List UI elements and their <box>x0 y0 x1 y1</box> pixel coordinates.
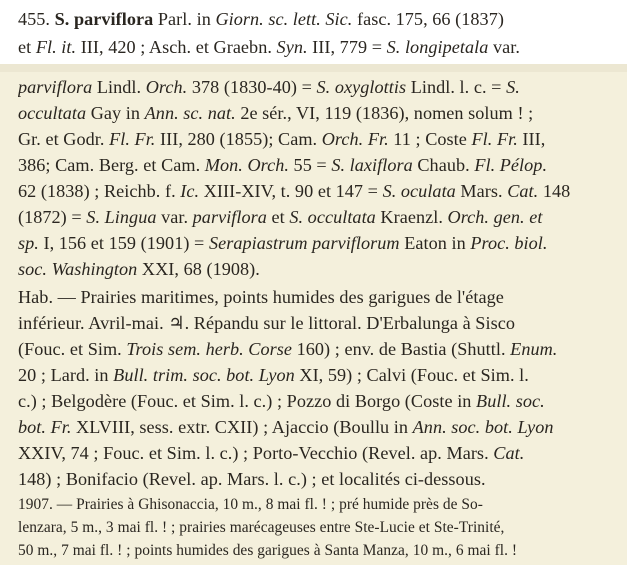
text-run: III, 280 (1855); Cam. <box>155 129 322 149</box>
text-run: Gay in <box>86 103 145 123</box>
italic-text: Enum. <box>510 339 558 359</box>
italic-text: S. longipetala <box>386 37 489 57</box>
text-run: Chaub. <box>412 155 475 175</box>
italic-text: Fl. Fr. <box>109 129 156 149</box>
text-run: 62 (1838) ; Reichb. f. <box>18 181 181 201</box>
entry-line <box>18 230 617 256</box>
text-run: et <box>18 37 36 57</box>
text-run: 378 (1830-40) = <box>187 77 317 97</box>
record-line <box>18 494 617 516</box>
text-run: 455. <box>18 9 55 29</box>
italic-text: S. occultata <box>289 207 376 227</box>
text-run: (1872) = <box>18 207 87 227</box>
italic-text: Fl. it. <box>35 37 77 57</box>
habitat-line <box>18 336 617 362</box>
text-run: XLVIII, sess. extr. CXII) ; Ajaccio (Boullu in <box>71 417 413 437</box>
italic-text: Cat. <box>493 443 525 463</box>
entry-line <box>18 178 617 204</box>
italic-text: Serapiastrum parviflorum <box>208 233 400 253</box>
italic-text: S. <box>506 77 520 97</box>
text-run: var. <box>156 207 193 227</box>
italic-text: Orch. Fr. <box>321 129 389 149</box>
italic-text: Trois sem. herb. Corse <box>126 339 293 359</box>
text-run: var. <box>488 37 520 57</box>
scan-divider <box>0 64 627 72</box>
text-run: Lindl. <box>92 77 146 97</box>
italic-text: Syn. <box>276 37 308 57</box>
entry-line <box>18 126 617 152</box>
italic-text: soc. Washington <box>18 259 138 279</box>
text-run: XXIV, 74 ; Fouc. et Sim. l. c.) ; Porto-Vecchio (Revel. ap. Mars. <box>18 443 494 463</box>
text-run: Kraenzl. <box>375 207 448 227</box>
text-run: III, <box>517 129 546 149</box>
record-line <box>18 517 617 539</box>
entry-line <box>18 74 617 100</box>
entry-line <box>18 34 617 60</box>
italic-text: Fl. Pélop. <box>474 155 548 175</box>
italic-text: Ann. soc. bot. Lyon <box>412 417 554 437</box>
text-run: 50 m., 7 mai fl. ! ; points humides des garigues à Santa Manza, 10 m., 6 mai fl. ! <box>18 542 518 559</box>
italic-text: Orch. gen. et <box>447 207 543 227</box>
habitat-line <box>18 440 617 466</box>
record-line <box>18 540 617 562</box>
italic-text: S. Lingua <box>86 207 157 227</box>
entry-line <box>18 152 617 178</box>
text-run: c.) ; Belgodère (Fouc. et Sim. l. c.) ; Pozzo di Borgo (Coste in <box>18 391 477 411</box>
italic-text: parviflora <box>192 207 267 227</box>
italic-text: Bull. trim. soc. bot. Lyon <box>113 365 295 385</box>
italic-text: Ic. <box>180 181 200 201</box>
italic-text: Fl. Fr. <box>471 129 518 149</box>
text-run: III, 779 = <box>307 37 387 57</box>
text-run: I, 156 et 159 (1901) = <box>38 233 209 253</box>
text-run: Mars. <box>455 181 508 201</box>
italic-text: Proc. biol. <box>470 233 548 253</box>
italic-text: S. laxiflora <box>331 155 413 175</box>
text-run: 1907. — Prairies à Ghisonaccia, 10 m., 8 mai fl. ! ; pré humide près de So- <box>18 496 483 513</box>
entry-line <box>18 256 617 282</box>
text-run: 55 = <box>288 155 332 175</box>
italic-text: Orch. <box>145 77 188 97</box>
habitat-line <box>18 284 617 310</box>
italic-text: Giorn. sc. lett. Sic. <box>215 9 353 29</box>
italic-text: bot. Fr. <box>18 417 72 437</box>
italic-text: Mon. Orch. <box>204 155 289 175</box>
text-run: lenzara, 5 m., 3 mai fl. ! ; prairies marécageuses entre Ste-Lucie et Ste-Trinité, <box>18 519 505 536</box>
habitat-line <box>18 466 617 492</box>
text-run: 148) ; Bonifacio (Revel. ap. Mars. l. c.) ; et localités ci-dessous. <box>18 469 486 489</box>
italic-text: S. oculata <box>382 181 456 201</box>
italic-text: Cat. <box>507 181 539 201</box>
text-run: 148 <box>538 181 571 201</box>
text-run: Lindl. l. c. = <box>406 77 507 97</box>
habitat-line <box>18 388 617 414</box>
text-run: 160) ; env. de Bastia (Shuttl. <box>292 339 511 359</box>
italic-text: Bull. soc. <box>476 391 545 411</box>
entry-line <box>18 204 617 230</box>
text-run: III, 420 ; Asch. et Graebn. <box>76 37 277 57</box>
text-run: XIII-XIV, t. 90 et 147 = <box>199 181 383 201</box>
text-run: XXI, 68 (1908). <box>137 259 260 279</box>
text-run: 11 ; Coste <box>388 129 472 149</box>
text-run: (Fouc. et Sim. <box>18 339 127 359</box>
entry-line <box>18 6 617 32</box>
text-run: Gr. et Godr. <box>18 129 110 149</box>
italic-text: occultata <box>18 103 87 123</box>
text-run: 20 ; Lard. in <box>18 365 114 385</box>
text-run: et <box>266 207 290 227</box>
italic-text: S. oxyglottis <box>316 77 407 97</box>
italic-text: parviflora <box>18 77 93 97</box>
entry-line <box>18 100 617 126</box>
species-name: S. parviflora <box>54 9 154 29</box>
italic-text: sp. <box>18 233 39 253</box>
text-run: Hab. — Prairies maritimes, points humides des garigues de l'étage <box>18 287 504 307</box>
habitat-line <box>18 414 617 440</box>
text-run: 2e sér., VI, 119 (1836), nomen solum ! ; <box>235 103 534 123</box>
text-run: Eaton in <box>399 233 471 253</box>
italic-text: Ann. sc. nat. <box>144 103 236 123</box>
text-run: XI, 59) ; Calvi (Fouc. et Sim. l. <box>294 365 529 385</box>
habitat-line <box>18 362 617 388</box>
text-run: 386; Cam. Berg. et Cam. <box>18 155 205 175</box>
text-run: inférieur. Avril-mai. ♃. Répandu sur le littoral. D'Erbalunga à Sisco <box>18 313 515 333</box>
habitat-line <box>18 310 617 336</box>
text-run: fasc. 175, 66 (1837) <box>352 9 504 29</box>
text-run: Parl. in <box>153 9 216 29</box>
